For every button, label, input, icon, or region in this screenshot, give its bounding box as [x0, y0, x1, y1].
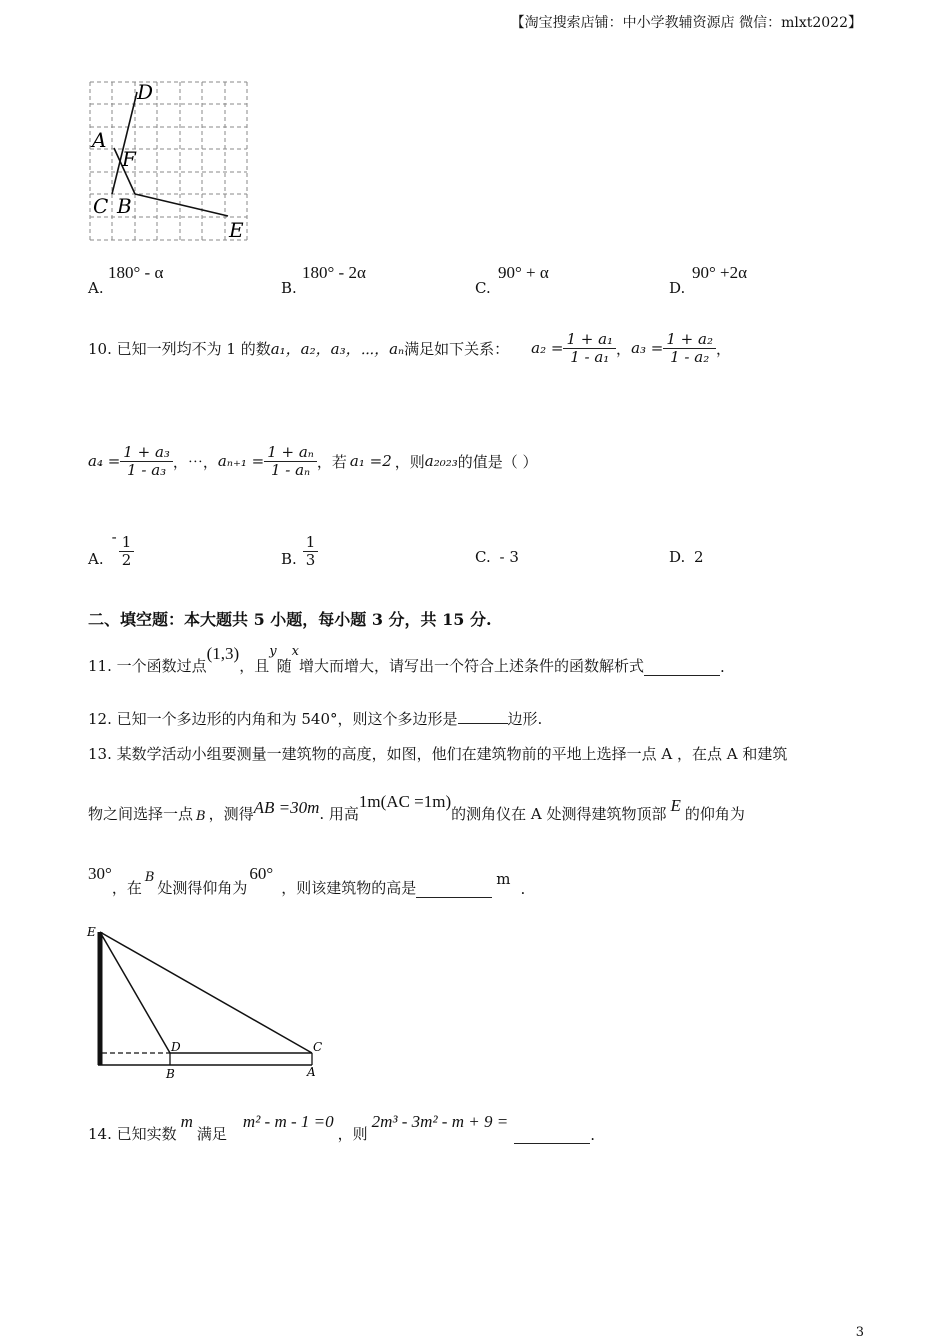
- q10-line1: 10. 已知一列均不为 1 的数 a₁，a₂，a₃，⋯，aₙ 满足如下关系： a₂ = $\frac{\text{1 + a₁}}{\text{1 - a₁}}$ ， a₃ = $\frac{\text{1 + a₂}}{\text{1 - a₂}}$ ，: [88, 330, 731, 366]
- q10-option-b[interactable]: [281, 520, 318, 568]
- q9-option-d-math: 90° +2α: [692, 263, 748, 282]
- q9-option-c-letter[interactable]: C.: [475, 279, 491, 297]
- q10-a3-num: 1 + a₂: [666, 330, 713, 348]
- q10-option-c-value: - 3: [499, 548, 519, 566]
- q11-text-3: 随: [276, 657, 292, 675]
- q10-a4-num: 1 + a₃: [123, 443, 170, 461]
- q13-text-3b: 处测得仰角为: [157, 879, 248, 897]
- q13-angle-30: 30°: [88, 864, 112, 883]
- q11-line: [88, 644, 725, 676]
- q9-option-a-letter[interactable]: A.: [88, 279, 104, 297]
- q12-answer-blank[interactable]: [458, 722, 508, 724]
- q10-option-a-fraction: [119, 534, 135, 568]
- q10-option-d-letter: D.: [669, 548, 686, 566]
- q10-ellipsis: ，⋯，: [172, 452, 218, 471]
- q14-text-1: 14. 已知实数: [88, 1125, 177, 1143]
- q12-line: [88, 708, 542, 729]
- q10-line2: [88, 432, 538, 490]
- label-a: A: [92, 128, 107, 152]
- q13-line1: 13. 某数学活动小组要测量一建筑物的高度，如图，他们在建筑物前的平地上选择一点 A ，在点 A 和建筑: [88, 745, 788, 763]
- q10-option-b-num: 1: [305, 533, 316, 551]
- q10-an1-num: 1 + aₙ: [267, 443, 314, 461]
- q14-equation: m² - m - 1 =0: [242, 1112, 334, 1131]
- q11-text-1: 11. 一个函数过点: [88, 657, 207, 675]
- q10-option-d[interactable]: [669, 548, 704, 566]
- q10-option-d-value: 2: [694, 548, 704, 566]
- q9-option-a-math: 180° - α: [108, 263, 164, 282]
- line-be: [135, 194, 228, 216]
- q13-unit: m: [496, 870, 511, 888]
- q10-a2-num: 1 + a₁: [566, 330, 614, 348]
- q11-answer-blank[interactable]: [644, 674, 720, 676]
- q13-text-2c: . 用高: [319, 805, 359, 823]
- q10-a4-lhs: a₄ =: [88, 452, 121, 470]
- q11-text-4: 增大而增大，请写出一个符合上述条件的函数解析式: [298, 657, 644, 675]
- q13-line3: [88, 864, 525, 898]
- q10-suffix: 满足如下关系：: [404, 339, 510, 358]
- q14-text-3: ，则: [337, 1125, 368, 1143]
- q13-text-2b: ，测得: [208, 805, 254, 823]
- line-ec: [100, 932, 312, 1053]
- q9-grid-figure: [84, 76, 256, 248]
- label-e: E: [229, 218, 244, 242]
- q14-var-m: m: [180, 1112, 193, 1131]
- grid-lines: [90, 82, 247, 240]
- q13-text-3a: ，在: [111, 879, 142, 897]
- q14-text-2: 满足: [196, 1125, 227, 1143]
- q10-option-b-den: 3: [303, 551, 319, 569]
- q10-an1-den: 1 - aₙ: [264, 461, 317, 479]
- q10-option-c-letter: C.: [475, 548, 491, 566]
- q13-instrument-height: 1m(AC =1m): [358, 792, 452, 811]
- q14-expression: 2m³ - 3m² - m + 9 =: [371, 1112, 509, 1131]
- q13-end: .: [520, 880, 526, 898]
- section-2-title: 二、填空题：本大题共 5 小题，每小题 3 分，共 15 分.: [88, 610, 492, 629]
- q9-option-b-letter[interactable]: B.: [281, 279, 297, 297]
- q13-point-b-2: B: [144, 870, 155, 885]
- q10-tail: 的值是（ ）: [457, 452, 538, 471]
- label-b: B: [117, 194, 132, 218]
- q12-text-1: 12. 已知一个多边形的内角和为 540°，则这个多边形是: [88, 710, 458, 728]
- q13-text-2e: 的仰角为: [684, 805, 745, 823]
- q13-angle-60: 60°: [249, 864, 274, 883]
- q14-end: .: [590, 1126, 595, 1144]
- label-d: D: [171, 1040, 181, 1054]
- q9-option-c-math: 90° + α: [498, 263, 549, 282]
- q10-option-b-letter: B.: [281, 550, 297, 568]
- q11-text-2: ，且: [239, 657, 270, 675]
- q10-condition: a₁ =2: [349, 452, 392, 470]
- q11-point: (1,3): [206, 644, 240, 663]
- q13-ab-length: AB =30m: [253, 798, 320, 817]
- q9-option-b-math: 180° - 2α: [302, 263, 366, 282]
- q11-end: .: [719, 658, 725, 676]
- q13-text-3c: ，则该建筑物的高是: [281, 879, 417, 897]
- q10-option-a-den: 2: [119, 551, 135, 569]
- q10-an1-lhs: aₙ₊₁ =: [217, 452, 265, 470]
- q10-option-a-num: 1: [121, 533, 132, 551]
- q10-a2-den: 1 - a₁: [563, 348, 616, 366]
- q13-point-e: E: [670, 796, 681, 815]
- q13-text-2d: 的测角仪在 A 处测得建筑物顶部: [451, 805, 667, 823]
- line-ed: [100, 932, 170, 1053]
- q11-var-y: y: [269, 644, 277, 659]
- q11-var-x: x: [291, 644, 299, 659]
- label-d: D: [137, 80, 154, 104]
- page-number: 3: [855, 1325, 864, 1340]
- label-b: B: [166, 1067, 175, 1081]
- q10-then: ，则: [394, 452, 425, 471]
- q10-option-c[interactable]: [475, 548, 519, 566]
- q14-answer-blank[interactable]: [514, 1142, 590, 1144]
- q10-a3-den: 1 - a₂: [663, 348, 716, 366]
- q10-a4-fraction: [120, 444, 173, 478]
- label-c: C: [93, 194, 109, 218]
- label-c: C: [313, 1040, 323, 1054]
- line-cd: [112, 92, 137, 194]
- q10-option-b-fraction: [303, 534, 319, 568]
- q13-figure: [84, 922, 334, 1082]
- q13-line2: [88, 792, 745, 824]
- q9-option-d-letter[interactable]: D.: [669, 279, 686, 297]
- q14-line: [88, 1112, 595, 1144]
- q13-point-b: B: [196, 809, 206, 824]
- label-e: E: [87, 925, 96, 939]
- q10-cond-prefix: ，若: [316, 452, 347, 471]
- q10-prefix: 10. 已知一列均不为 1 的数: [88, 339, 271, 358]
- q10-seq: a₁，a₂，a₃，⋯，aₙ: [270, 339, 405, 358]
- label-f: F: [122, 147, 136, 171]
- label-a: A: [307, 1065, 316, 1079]
- shop-header: 【淘宝搜索店铺：中小学教辅资源店 微信：mlxt2022】: [510, 15, 862, 31]
- q10-a3-fraction: [663, 331, 716, 365]
- q10-a2-lhs: a₂ =: [531, 339, 564, 357]
- q10-a3-lhs: a₃ =: [631, 339, 664, 357]
- q10-option-a-sign: -: [111, 528, 117, 546]
- q10-option-a-letter: A.: [88, 550, 104, 568]
- q10-option-a[interactable]: [88, 520, 134, 568]
- q13-text-2a: 物之间选择一点: [88, 805, 194, 823]
- q13-answer-blank[interactable]: [416, 896, 492, 898]
- q10-target: a₂₀₂₃: [424, 452, 458, 470]
- q12-text-2: 边形.: [507, 710, 543, 728]
- q10-an1-fraction: [264, 444, 317, 478]
- q10-a4-den: 1 - a₃: [120, 461, 173, 479]
- q10-a2-fraction: [563, 331, 616, 365]
